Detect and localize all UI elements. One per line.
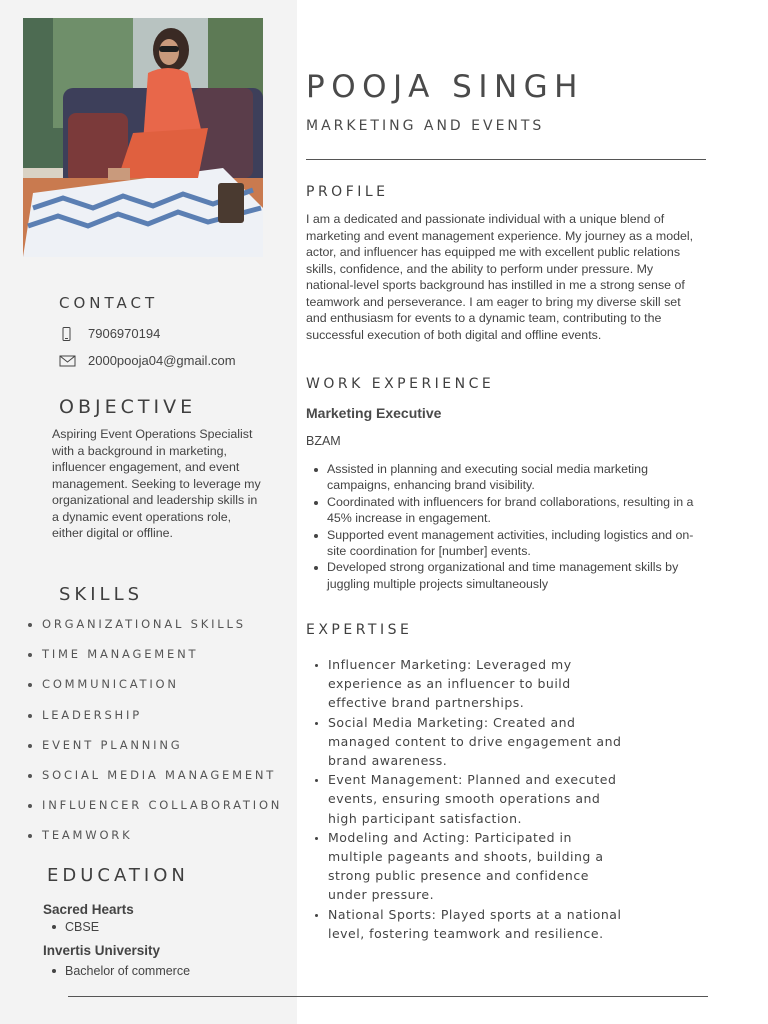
work-bullet: Assisted in planning and executing social media marketing campaigns, enhancing brand visibility. [312,461,698,494]
education-heading: EDUCATION [47,865,189,886]
email-row[interactable] [59,353,236,368]
skills-heading: SKILLS [59,584,144,605]
profile-photo [23,18,263,257]
expertise-heading: EXPERTISE [306,622,413,638]
phone-icon [59,327,77,341]
skill-item: INFLUENCER COLLABORATION [28,798,282,828]
candidate-name: POOJA SINGH [306,69,584,105]
expertise-item: Event Management: Planned and executed events, ensuring smooth operations and high participant satisfaction. [312,770,622,828]
email-address[interactable]: 2000pooja04@gmail.com [88,353,236,368]
skill-item: SOCIAL MEDIA MANAGEMENT [28,768,282,798]
expertise-item: Influencer Marketing: Leveraged my experience as an influencer to build effective brand partnerships. [312,655,622,713]
phone-number[interactable]: 7906970194 [88,326,161,341]
work-bullet: Developed strong organizational and time management skills by juggling multiple projects simultaneously [312,559,698,592]
work-experience-heading: WORK EXPERIENCE [306,376,495,392]
work-bullets [312,461,698,592]
education-school: Invertis University [43,943,161,958]
company-name: BZAM [306,434,341,448]
skill-item: TIME MANAGEMENT [28,647,282,677]
expertise-item: National Sports: Played sports at a national level, fostering teamwork and resilience. [312,905,622,943]
expertise-list [312,655,622,943]
expertise-item: Social Media Marketing: Created and managed content to drive engagement and brand awareness. [312,713,622,771]
envelope-icon [59,354,77,368]
candidate-role: MARKETING AND EVENTS [306,118,545,134]
work-bullet: Supported event management activities, including logistics and on-site coordination for [number] events. [312,527,698,560]
job-title: Marketing Executive [306,405,442,421]
skill-item: EVENT PLANNING [28,738,282,768]
objective-heading: OBJECTIVE [59,396,197,418]
footer-divider [68,996,708,997]
header-divider [306,159,706,160]
contact-heading: CONTACT [59,294,159,312]
profile-heading: PROFILE [306,184,389,200]
expertise-item: Modeling and Acting: Participated in multiple pageants and shoots, building a strong public presence and confidence under pressure. [312,828,622,905]
skill-item: COMMUNICATION [28,677,282,707]
education-detail: CBSE [52,920,99,934]
education-school: Sacred Hearts [43,902,134,917]
profile-text: I am a dedicated and passionate individual with a unique blend of marketing and event management experience. My journey as a model, actor, and influencer has equipped me with excellent public relations skills, confidence, and the ability to perform under pressure. My national-level sports background has instilled in me a strong sense of teamwork and perseverance. I am eager to bring my diverse skill set and enthusiasm for events to a dynamic team, contributing to the successful execution of both digital and offline events. [306,212,694,342]
work-bullet: Coordinated with influencers for brand collaborations, resulting in a 45% increase in engagement. [312,494,698,527]
phone-row[interactable] [59,326,160,341]
skill-item: TEAMWORK [28,828,282,858]
education-detail: Bachelor of commerce [52,964,190,978]
skill-item: LEADERSHIP [28,708,282,738]
objective-text: Aspiring Event Operations Specialist with a background in marketing, influencer engagement, and event management. Seeking to leverage my organizational and leadership skills in a dynamic event operations role, either digital or offline. [52,427,261,540]
skills-list [28,617,282,859]
skill-item: ORGANIZATIONAL SKILLS [28,617,282,647]
